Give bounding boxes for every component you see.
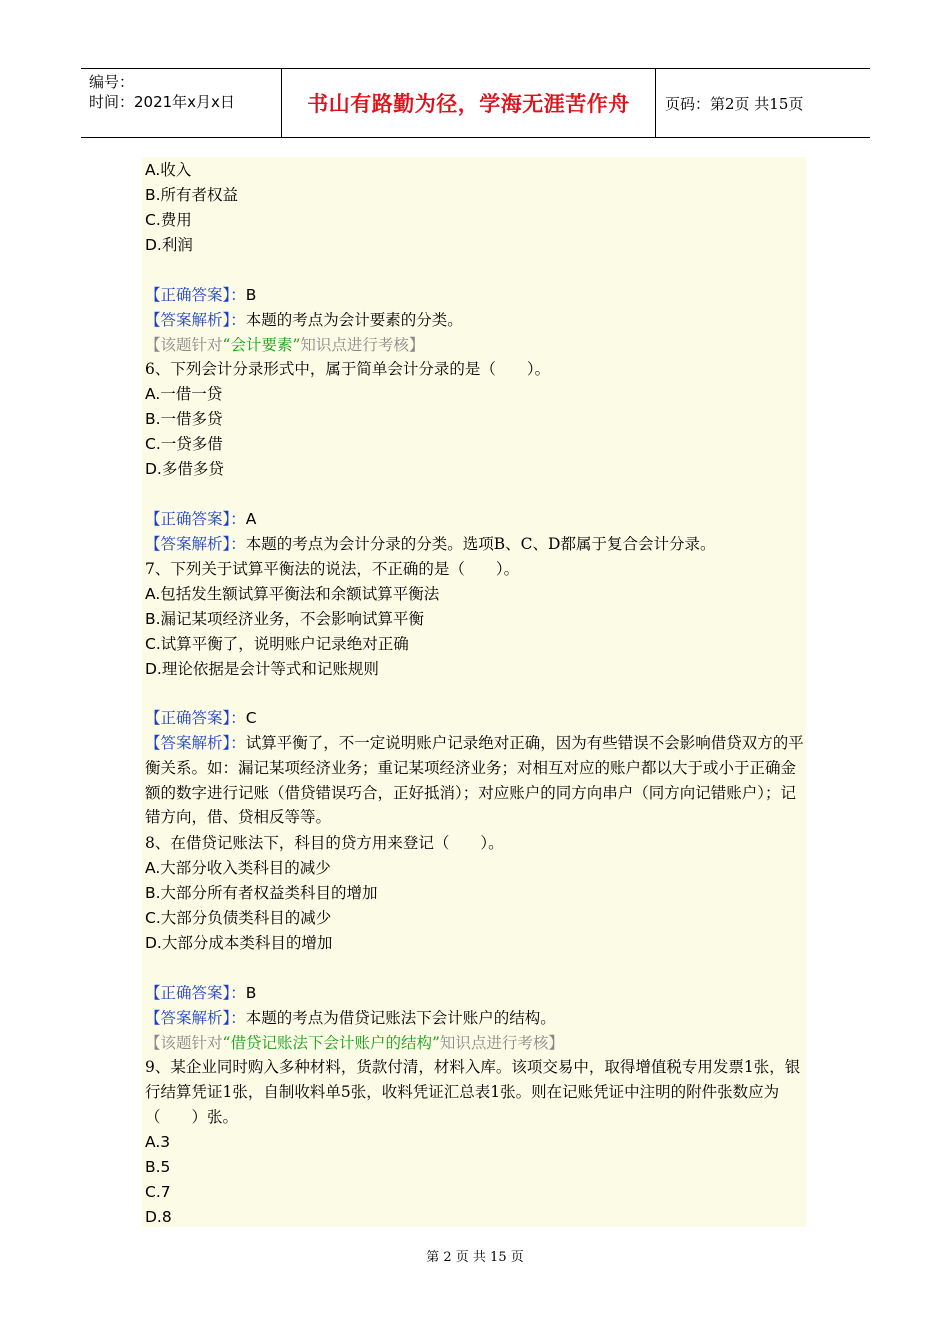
analysis-label: 【答案解析】：: [145, 734, 246, 752]
option-d: D.8: [145, 1208, 172, 1226]
tag-topic: “会计要素”: [222, 336, 301, 354]
option-b: B.所有者权益: [145, 186, 239, 204]
option-a: A.包括发生额试算平衡法和余额试算平衡法: [145, 585, 440, 603]
header-motto: 书山有路勤为径，学海无涯苦作舟: [281, 69, 656, 137]
answer-analysis: [145, 308, 463, 333]
answer-value: B: [245, 984, 257, 1002]
option-c: C.7: [145, 1183, 171, 1201]
page-footer: 第 2 页 共 15 页: [426, 1250, 524, 1265]
option-d: D.多借多贷: [145, 460, 224, 478]
correct-answer: [145, 706, 257, 731]
analysis-text: 本题的考点为会计分录的分类。选项B、C、D都属于复合会计分录。: [245, 535, 716, 553]
answer-value: B: [245, 286, 257, 304]
option-a: A.一借一贷: [145, 385, 223, 403]
tag-prefix: 【该题针对: [145, 1034, 223, 1052]
header-meta: [81, 69, 281, 137]
option-d: D.大部分成本类科目的增加: [145, 934, 333, 952]
question-6: 6、下列会计分录形式中，属于简单会计分录的是（ ）。: [145, 360, 551, 378]
page-header: [81, 68, 870, 138]
analysis-label: 【答案解析】：: [145, 311, 246, 329]
correct-answer: [145, 283, 256, 308]
option-a: A.收入: [145, 161, 192, 179]
answer-label: 【正确答案】：: [145, 984, 246, 1002]
question-7: 7、下列关于试算平衡法的说法，不正确的是（ ）。: [145, 560, 520, 578]
answer-analysis: [145, 1006, 556, 1031]
answer-value: C: [245, 709, 257, 727]
tag-suffix: 知识点进行考核】: [300, 336, 425, 354]
tag-topic: “借贷记账法下会计账户的结构”: [222, 1034, 440, 1052]
analysis-text: 试算平衡了，不一定说明账户记录绝对正确，因为有些错误不会影响借贷双方的平衡关系。如：漏记某项经济业务；重记某项经济业务；对相互对应的账户都以大于或小于正确金额的数字进行记账（借贷错误巧合，正好抵消）；对应账户的同方向串户（同方向记错账户）；记错方向，借、贷相反等等。: [145, 734, 804, 827]
analysis-text: 本题的考点为借贷记账法下会计账户的结构。: [245, 1009, 556, 1027]
correct-answer: [145, 507, 256, 532]
answer-value: A: [245, 510, 257, 528]
option-c: C.一贷多借: [145, 435, 223, 453]
question-8: 8、在借贷记账法下，科目的贷方用来登记（ ）。: [145, 834, 504, 852]
option-a: A.3: [145, 1133, 171, 1151]
header-number: 编号：: [89, 73, 135, 91]
header-page-info: 页码：第2页 共15页: [665, 94, 804, 113]
answer-analysis: [145, 731, 805, 830]
option-c: C.费用: [145, 211, 192, 229]
analysis-label: 【答案解析】：: [145, 1009, 246, 1027]
tag-prefix: 【该题针对: [145, 336, 223, 354]
answer-label: 【正确答案】：: [145, 709, 246, 727]
option-c: C.试算平衡了，说明账户记录绝对正确: [145, 635, 409, 653]
question-9: 9、某企业同时购入多种材料，货款付清，材料入库。该项交易中，取得增值税专用发票1张，银行结算凭证1张，自制收料单5张，收料凭证汇总表1张。则在记账凭证中注明的附件张数应为（ ）张。: [145, 1058, 801, 1126]
knowledge-tag: [145, 1031, 564, 1056]
header-date: 时间：2021年x月x日: [89, 93, 235, 111]
answer-analysis: [145, 532, 715, 557]
option-b: B.5: [145, 1158, 171, 1176]
question-content: [142, 157, 806, 1227]
option-d: D.理论依据是会计等式和记账规则: [145, 660, 379, 678]
option-b: B.大部分所有者权益类科目的增加: [145, 884, 378, 902]
answer-label: 【正确答案】：: [145, 286, 246, 304]
correct-answer: [145, 981, 256, 1006]
analysis-label: 【答案解析】：: [145, 535, 246, 553]
analysis-text: 本题的考点为会计要素的分类。: [245, 311, 463, 329]
option-d: D.利润: [145, 236, 193, 254]
option-b: B.一借多贷: [145, 410, 223, 428]
tag-suffix: 知识点进行考核】: [439, 1034, 564, 1052]
option-b: B.漏记某项经济业务，不会影响试算平衡: [145, 610, 425, 628]
option-a: A.大部分收入类科目的减少: [145, 859, 331, 877]
answer-label: 【正确答案】：: [145, 510, 246, 528]
knowledge-tag: [145, 333, 424, 358]
option-c: C.大部分负债类科目的减少: [145, 909, 332, 927]
